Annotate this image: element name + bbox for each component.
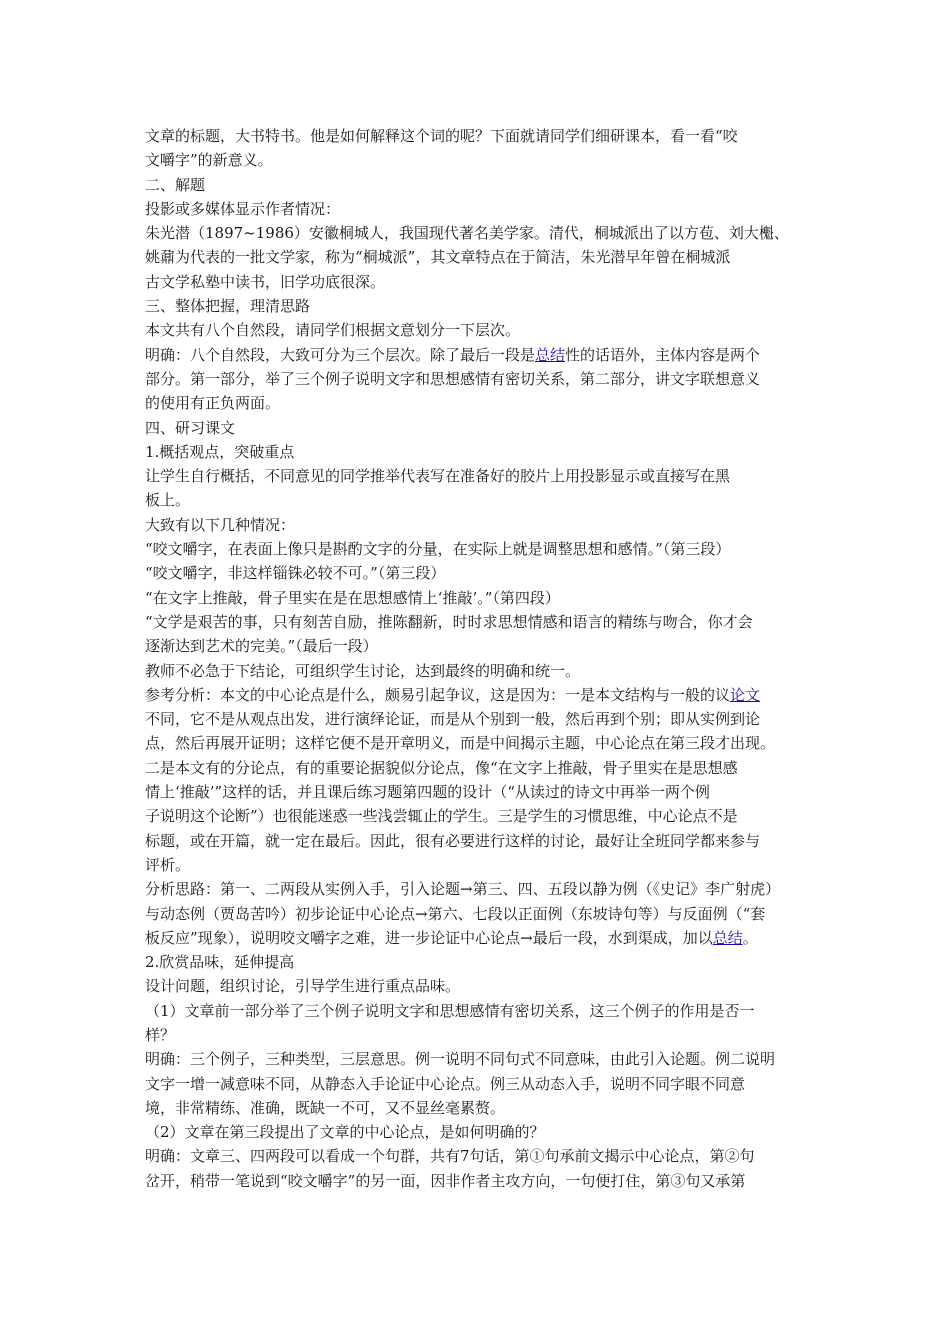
line-text: 让学生自行概括，不同意见的同学推举代表写在准备好的胶片上用投影显示或直接写在黑 (145, 467, 731, 486)
text-line (145, 513, 810, 537)
text-line (145, 488, 810, 512)
text-line (145, 124, 810, 148)
text-line (145, 950, 810, 974)
line-text: 的使用有正负两面。 (145, 394, 281, 413)
text-line (145, 245, 810, 269)
line-text: 投影或多媒体显示作者情况： (145, 199, 341, 218)
line-text: 古文学私塾中读书，旧学功底很深。 (145, 272, 386, 291)
text-line (145, 1072, 810, 1096)
line-text: “文学是艰苦的事，只有刻苦自励，推陈翻新，时时求思想情感和语言的精练与吻合，你才会 (145, 612, 753, 631)
line-text: 性的话语外，主体内容是两个 (565, 345, 761, 364)
line-text: 二是本文有的分论点，有的重要论据貌似分论点，像“在文字上推敲，骨子里实在是思想感 (145, 758, 738, 777)
text-line (145, 586, 810, 610)
line-text: 姚鼐为代表的一批文学家，称为“桐城派”，其文章特点在于简洁，朱光潜早年曾在桐城派 (145, 248, 731, 267)
text-line (145, 804, 810, 828)
text-line (145, 1047, 810, 1071)
text-line (145, 173, 810, 197)
line-text: 四、研习课文 (145, 418, 236, 437)
text-line (145, 853, 810, 877)
line-text: 二、解题 (145, 175, 206, 194)
text-line (145, 464, 810, 488)
text-line (145, 440, 810, 464)
line-text: 板上。 (145, 491, 191, 510)
text-line (145, 610, 810, 634)
line-text: “咬文嚼字，在表面上像只是斟酌文字的分量，在实际上就是调整思想和感情。”（第三段） (145, 540, 731, 559)
line-text: 本文共有八个自然段，请同学们根据文意划分一下层次。 (145, 321, 521, 340)
text-line (145, 270, 810, 294)
text-line (145, 926, 810, 950)
line-text: （1）文章前一部分举了三个例子说明文字和思想感情有密切关系，这三个例子的作用是否一 (145, 1001, 755, 1020)
text-line (145, 1144, 810, 1168)
text-line (145, 561, 810, 585)
line-text: 板反应”现象），说明咬文嚼字之难，进一步论证中心论点→最后一段，水到渠成，加以 (145, 928, 713, 947)
text-line (145, 221, 810, 245)
line-text: 2.欣赏品味，延伸提高 (145, 953, 295, 972)
line-text: 文章的标题，大书特书。他是如何解释这个词的呢？下面就请同学们细研课本，看一看“咬 (145, 127, 738, 145)
line-text: 部分。第一部分，举了三个例子说明文字和思想感情有密切关系，第二部分，讲文字联想意义 (145, 369, 761, 388)
line-text: 评析。 (145, 855, 191, 874)
text-line (145, 1169, 810, 1193)
text-line (145, 197, 810, 221)
line-text: 明确：八个自然段，大致可分为三个层次。除了最后一段是 (145, 345, 536, 364)
text-line (145, 367, 810, 391)
inline-link[interactable]: 总结 (535, 345, 566, 364)
text-line (145, 829, 810, 853)
text-line (145, 659, 810, 683)
line-text: 。 (742, 928, 758, 947)
text-line (145, 1120, 810, 1144)
inline-link[interactable]: 总结 (712, 928, 743, 947)
line-text: 设计问题，组织讨论，引导学生进行重点品味。 (145, 977, 461, 996)
line-text: 朱光潜（1897~1986）安徽桐城人，我国现代著名美学家。清代，桐城派出了以方苞、刘大櫆、 (145, 224, 789, 243)
text-line (145, 877, 810, 901)
line-text: 样？ (145, 1025, 176, 1044)
line-text: 分析思路：第一、二两段从实例入手，引入论题→第三、四、五段以静为例（《史记》李广射虎） (145, 880, 781, 899)
text-line (145, 391, 810, 415)
line-text: 境，非常精练、准确，既缺一不可，又不显丝毫累赘。 (145, 1098, 506, 1117)
inline-link[interactable]: 论文 (730, 685, 761, 704)
text-line (145, 756, 810, 780)
line-text: 明确：文章三、四两段可以看成一个句群，共有7句话，第①句承前文揭示中心论点，第②句 (145, 1147, 755, 1166)
line-text: 1.概括观点，突破重点 (145, 442, 295, 461)
text-line (145, 974, 810, 998)
text-line (145, 634, 810, 658)
line-text: 岔开，稍带一笔说到“咬文嚼字”的另一面，因非作者主攻方向，一句便打住，第③句又承第 (145, 1171, 746, 1190)
line-text: 文字一增一减意味不同，从静态入手论证中心论点。例三从动态入手，说明不同字眼不同意 (145, 1074, 746, 1093)
line-text: 三、整体把握，理清思路 (145, 297, 311, 316)
text-line (145, 707, 810, 731)
text-line (145, 318, 810, 342)
line-text: 情上‘推敲’”这样的话，并且课后练习题第四题的设计（“从读过的诗文中再举一两个例 (145, 783, 710, 802)
text-line (145, 1023, 810, 1047)
text-line (145, 999, 810, 1023)
text-line (145, 416, 810, 440)
line-text: “咬文嚼字，非这样锱铢必较不可。”（第三段） (145, 564, 446, 583)
text-line (145, 1096, 810, 1120)
line-text: 子说明这个论断”）也很能迷惑一些浅尝辄止的学生。三是学生的习惯思维，中心论点不是 (145, 807, 738, 826)
line-text: 标题，或在开篇，就一定在最后。因此，很有必要进行这样的讨论，最好让全班同学都来参与 (145, 831, 761, 850)
line-text: “在文字上推敲，骨子里实在是在思想感情上‘推敲’。”（第四段） (145, 588, 560, 607)
line-text: 教师不必急于下结论，可组织学生讨论，达到最终的明确和统一。 (145, 661, 581, 680)
line-text: 明确：三个例子，三种类型，三层意思。例一说明不同句式不同意味，由此引入论题。例二说明 (145, 1050, 776, 1069)
text-line (145, 683, 810, 707)
line-text: 大致有以下几种情况： (145, 515, 296, 534)
line-text: 文嚼字”的新意义。 (145, 151, 273, 170)
line-text: 点，然后再展开证明；这样它便不是开章明义，而是中间揭示主题，中心论点在第三段才出现。 (145, 734, 776, 753)
text-line (145, 902, 810, 926)
line-text: 与动态例（贾岛苦吟）初步论证中心论点→第六、七段以正面例（东坡诗句等）与反面例（“套 (145, 904, 766, 923)
text-line (145, 731, 810, 755)
line-text: 逐渐达到艺术的完美。”（最后一段） (145, 637, 378, 656)
text-line (145, 537, 810, 561)
line-text: （2）文章在第三段提出了文章的中心论点，是如何明确的？ (145, 1123, 545, 1142)
line-text: 参考分析：本文的中心论点是什么，颇易引起争议，这是因为：一是本文结构与一般的议 (145, 685, 731, 704)
text-line (145, 780, 810, 804)
text-line (145, 294, 810, 318)
line-text: 不同，它不是从观点出发，进行演绎论证，而是从个别到一般，然后再到个别；即从实例到论 (145, 710, 761, 729)
document-page (145, 124, 810, 1193)
text-line (145, 343, 810, 367)
text-line (145, 148, 810, 172)
